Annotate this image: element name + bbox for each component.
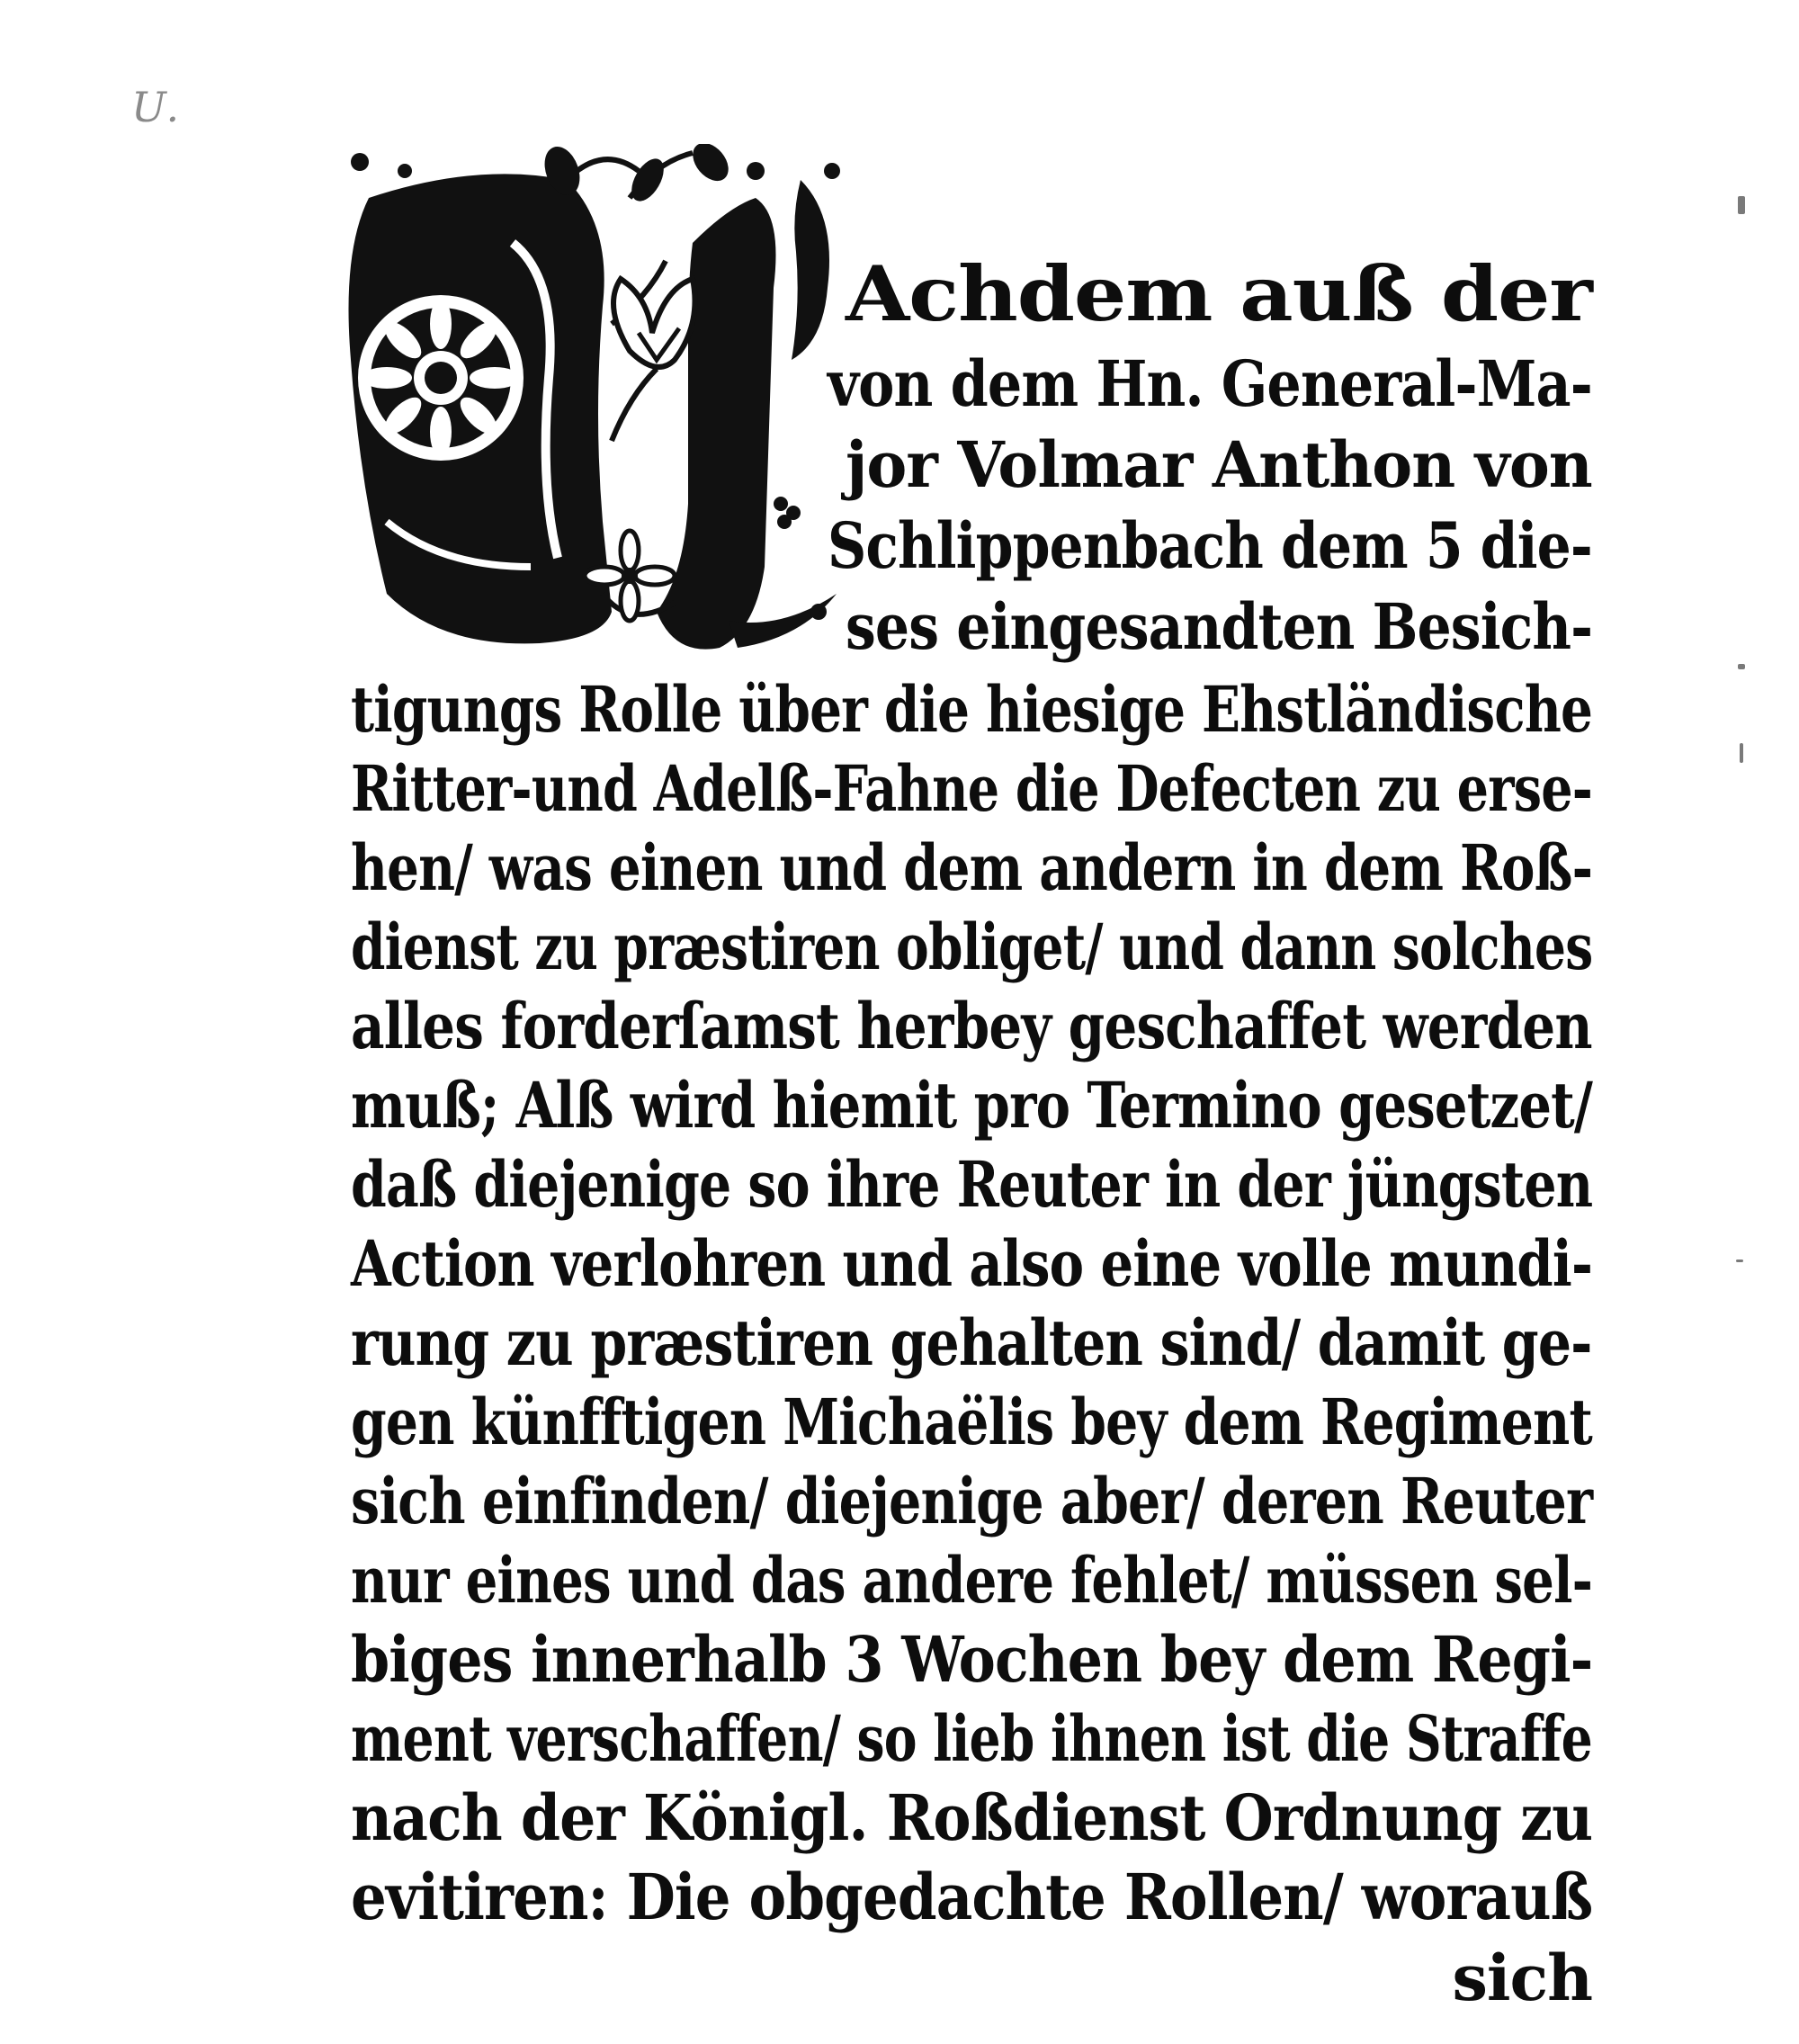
speck <box>1738 196 1745 214</box>
speck <box>1738 664 1745 669</box>
text-line-4 <box>828 502 1592 588</box>
text-line-21 <box>351 1853 1592 1940</box>
text-line-19 <box>351 1695 1592 1781</box>
line-text: gen künfftigen Michaëlis bey dem Regiment <box>351 1384 1592 1459</box>
line-text: evitiren: Die obgedachte Rollen/ worauß <box>351 1859 1593 1934</box>
text-line-16 <box>351 1457 1592 1544</box>
text-line-6 <box>351 666 1592 752</box>
line-text: sich <box>1452 1940 1592 2015</box>
floral-initial-icon <box>333 144 850 666</box>
line-text: alles forderſamst herbey geschaffet werden <box>351 988 1592 1063</box>
text-line-14 <box>351 1299 1592 1385</box>
speck <box>1740 743 1743 763</box>
line-text: dienst zu præstiren obliget/ und dann solches <box>351 909 1593 984</box>
line-text: tigungs Rolle über die hiesige Ehstländische <box>351 671 1593 747</box>
text-line-1 <box>846 250 1592 336</box>
line-text: nach der Königl. Roßdienst Ordnung zu <box>351 1780 1593 1855</box>
line-text: jor Volmar Anthon von <box>846 426 1592 502</box>
line-text: Achdem auß der <box>846 248 1592 338</box>
text-line-3 <box>846 421 1592 507</box>
line-text: daß diejenige so ihre Reuter in der jüngsten <box>351 1146 1593 1222</box>
line-text: ses eingesandten Besich- <box>846 588 1593 664</box>
text-line-17 <box>351 1537 1592 1623</box>
line-text: ment verschaffen/ so lieb ihnen ist die Straffe <box>351 1700 1592 1776</box>
text-line-11 <box>351 1062 1592 1148</box>
line-text: hen/ was einen und dem andern in dem Roß- <box>351 829 1593 905</box>
text-line-8 <box>351 824 1592 910</box>
text-line-7 <box>351 745 1592 831</box>
text-line-15 <box>351 1378 1592 1465</box>
text-line-20 <box>351 1774 1592 1860</box>
margin-note: U. <box>131 83 183 131</box>
speck <box>1736 1260 1743 1262</box>
text-line-10 <box>351 982 1592 1069</box>
line-text: biges innerhalb 3 Wochen bey dem Regi- <box>351 1621 1593 1697</box>
text-line-9 <box>351 903 1592 990</box>
line-text: muß; Alß wird hiemit pro Termino gesetzet/ <box>351 1067 1593 1143</box>
line-text: nur eines und das andere fehlet/ müssen sel- <box>351 1542 1593 1618</box>
line-text: Schlippenbach dem 5 die- <box>828 507 1592 583</box>
text-line-12 <box>351 1141 1592 1227</box>
catchword <box>1349 1934 1592 2021</box>
text-line-13 <box>351 1220 1592 1306</box>
line-text: sich einfinden/ diejenige aber/ deren Reuter <box>351 1463 1593 1538</box>
line-text: Ritter-und Adelß-Fahne die Defecten zu erse- <box>351 750 1593 826</box>
text-line-5 <box>846 583 1592 669</box>
ornamental-initial <box>333 144 850 666</box>
text-line-2 <box>828 340 1592 426</box>
line-text: rung zu præstiren gehalten sind/ damit ge- <box>351 1304 1592 1380</box>
line-text: Action verlohren und also eine volle mundi- <box>351 1225 1593 1301</box>
text-line-18 <box>351 1616 1592 1702</box>
line-text: von dem Hn. General-Ma- <box>828 345 1592 421</box>
